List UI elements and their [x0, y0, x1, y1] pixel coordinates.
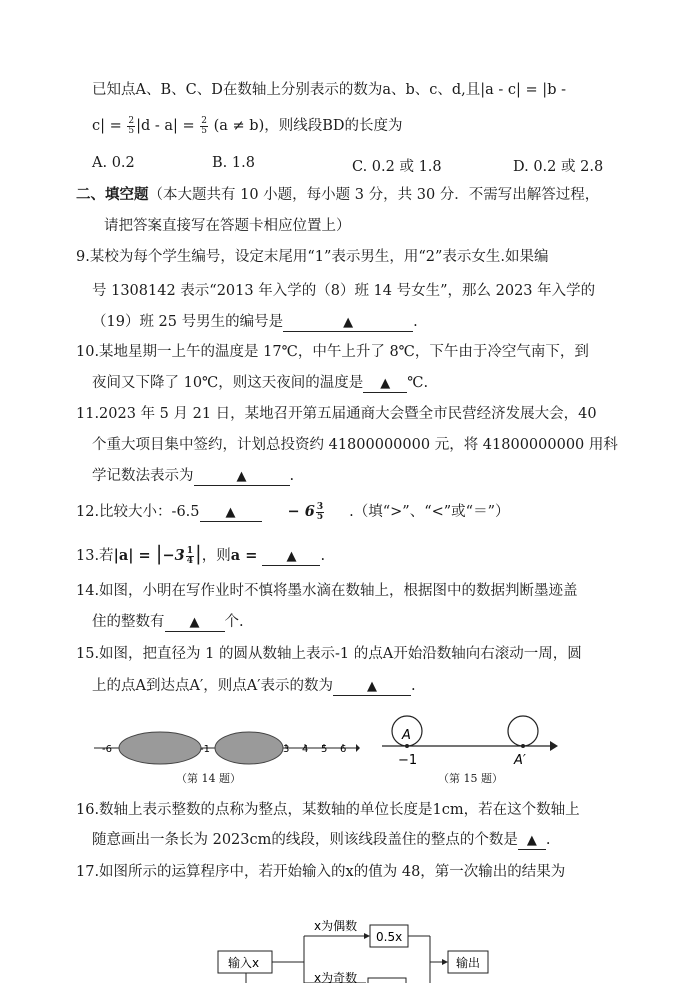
fig14-label-3: 3 — [283, 744, 290, 755]
q11-line1 — [76, 404, 597, 424]
figure-14-number-line — [90, 722, 360, 768]
q15-text-line1: 15.如图，把直径为 1 的圆从数轴上表示-1 的点A开始沿数轴向右滚动一周，圆 — [76, 646, 582, 662]
q11-line3: 学记数法表示为 ▲ . — [92, 468, 295, 484]
q9-text-line1: 9.某校为每个学生编号，设定末尾用“1”表示男生，用“2”表示女生.如果编 — [76, 249, 549, 265]
q10-line1 — [76, 342, 589, 362]
q8-text-line2-pre: c| = — [92, 118, 127, 134]
q14-text-line1: 14.如图，小明在写作业时不慎将墨水滴在数轴上，根据图中的数据判断墨迹盖 — [76, 583, 578, 599]
q15-answer-blank[interactable]: ▲ — [333, 678, 411, 696]
q12-mixed-number: − 6 — [287, 503, 315, 520]
fig15-point-a-prime — [521, 744, 525, 748]
section2-desc1: （本大题共有 10 小题，每小题 3 分，共 30 分．不需写出解答过程， — [148, 187, 600, 203]
q15-text-line2: 上的点A到达点A′，则点A′表示的数为 — [92, 678, 333, 694]
fig14-label-neg1: -1 — [200, 744, 210, 755]
q9-line3: （19）班 25 号男生的编号是 ▲ . — [92, 314, 418, 330]
q8-fraction-1: $\frac{2}{5}$ — [128, 115, 135, 136]
q16-text-line2: 随意画出一条长为 2023cm的线段，则该线段盖住的整点的个数是 — [92, 832, 518, 848]
fig14-label-5: 5 — [321, 744, 328, 755]
flow-even-arrow — [364, 933, 370, 939]
q13-abs-a: |a| = — [113, 547, 156, 564]
q8-option-c: C. 0.2 或 1.8 — [352, 159, 442, 175]
section2-header — [76, 185, 599, 205]
q15-line1 — [76, 644, 582, 664]
q9-line1 — [76, 247, 549, 267]
q16-answer-blank[interactable]: ▲ — [518, 832, 546, 850]
flow-half-label: 0.5x — [376, 930, 403, 944]
section2-desc2: 请把答案直接写在答题卡相应位置上） — [104, 218, 351, 234]
q11-text-line2: 个重大项目集中签约，计划总投资约 41800000000 元，将 41800000000 用科 — [92, 437, 618, 453]
q17-text-line1: 17.如图所示的运算程序中，若开始输入的x的值为 48，第一次输出的结果为 — [76, 864, 566, 880]
q8-fraction-2: $\frac{2}{5}$ — [201, 115, 208, 136]
q9-text-line3: （19）班 25 号男生的编号是 — [92, 314, 284, 330]
q8-line2 — [92, 116, 403, 136]
flow-odd-box — [368, 978, 406, 983]
q15-line2: 上的点A到达点A′，则点A′表示的数为 ▲ . — [92, 678, 416, 694]
q14-line2: 住的整数有 ▲ 个. — [92, 614, 244, 630]
q9-answer-blank[interactable]: ▲ — [283, 314, 413, 332]
q11-text-line3: 学记数法表示为 — [92, 468, 194, 484]
q14-text-line2: 住的整数有 — [92, 614, 165, 630]
fig14-ink-blot-right — [215, 732, 283, 764]
q12-fraction: $\frac{3}{5}$ — [316, 501, 324, 522]
flow-input-label: 输入x — [228, 956, 260, 970]
fig14-label-neg6: -6 — [102, 744, 112, 755]
q17-line1 — [76, 862, 565, 882]
q8-option-a: A. 0.2 — [92, 155, 135, 171]
q14-answer-blank[interactable]: ▲ — [165, 614, 225, 632]
q10-text-line2: 夜间又下降了 10℃，则这天夜间的温度是 — [92, 375, 364, 391]
q11-text-line1: 11.2023 年 5 月 21 日，某地召开第五届通商大会暨全市民营经济发展大会，40 — [76, 406, 597, 422]
q8-line1 — [92, 80, 566, 100]
q9-line2 — [92, 281, 595, 301]
q12-text: 12.比较大小：-6.5 — [76, 504, 200, 520]
q16-line1 — [76, 800, 580, 820]
q8-text-line2-post: (a ≠ b)，则线段BD的长度为 — [209, 118, 403, 134]
q10-answer-blank[interactable]: ▲ — [363, 375, 407, 393]
fig15-label-a: A — [402, 728, 411, 743]
flow-output-arrow — [442, 959, 448, 965]
q13-fraction: $\frac{1}{4}$ — [186, 545, 194, 566]
fig15-point-a — [405, 744, 409, 748]
fig15-circle-end — [508, 716, 538, 746]
q13-answer-blank[interactable]: ▲ — [262, 548, 320, 566]
flow-even-label: x为偶数 — [314, 919, 358, 933]
q16-line2: 随意画出一条长为 2023cm的线段，则该线段盖住的整点的个数是 ▲ . — [92, 832, 551, 848]
figure-15-rolling-circle — [378, 710, 564, 770]
q12-tail: .（填“>”、“<”或“＝”） — [349, 504, 510, 520]
q8-text-line1: 已知点A、B、C、D在数轴上分别表示的数为a、b、c、d,且|a - c| = |b - — [92, 82, 566, 98]
fig15-label-a-prime: A′ — [514, 753, 526, 768]
q12-answer-blank[interactable]: ▲ — [200, 504, 262, 522]
fig15-label-neg1: −1 — [398, 753, 418, 768]
fig15-arrow — [550, 741, 558, 751]
fig14-caption: （第 14 题） — [176, 772, 241, 785]
q16-text-line1: 16.数轴上表示整数的点称为整点，某数轴的单位长度是1cm，若在这个数轴上 — [76, 802, 580, 818]
fig15-caption: （第 15 题） — [438, 772, 503, 785]
q8-option-d: D. 0.2 或 2.8 — [513, 159, 604, 175]
flow-odd-label: x为奇数 — [314, 971, 358, 983]
q11-answer-blank[interactable]: ▲ — [194, 468, 290, 486]
fig14-label-6: 6 — [340, 744, 347, 755]
flow-output-label: 输出 — [456, 956, 481, 970]
q11-line2 — [92, 435, 618, 455]
q13-line: 13.若|a| = |−3 $\frac{1}{4}$ |，则a = ▲ . — [76, 541, 326, 566]
q8-text-line2-mid: |d - a| = — [136, 118, 200, 134]
q12-line — [76, 502, 510, 522]
section2-title: 二、填空题 — [76, 186, 149, 203]
fig14-arrow — [356, 744, 360, 752]
q8-option-b: B. 1.8 — [212, 155, 255, 171]
q10-text-line1: 10.某地星期一上午的温度是 17℃，中午上升了 8℃，下午由于冷空气南下，到 — [76, 344, 589, 360]
fig14-ink-blot-left — [119, 732, 201, 764]
q17-flowchart — [210, 910, 500, 983]
q10-line2: 夜间又下降了 10℃，则这天夜间的温度是 ▲ ℃. — [92, 375, 429, 391]
q14-line1 — [76, 581, 578, 601]
q9-text-line2: 号 1308142 表示“2013 年入学的（8）班 14 号女生”，那么 2023 年入学的 — [92, 283, 596, 299]
fig14-label-4: 4 — [302, 744, 309, 755]
section2-desc-line2 — [104, 216, 351, 236]
